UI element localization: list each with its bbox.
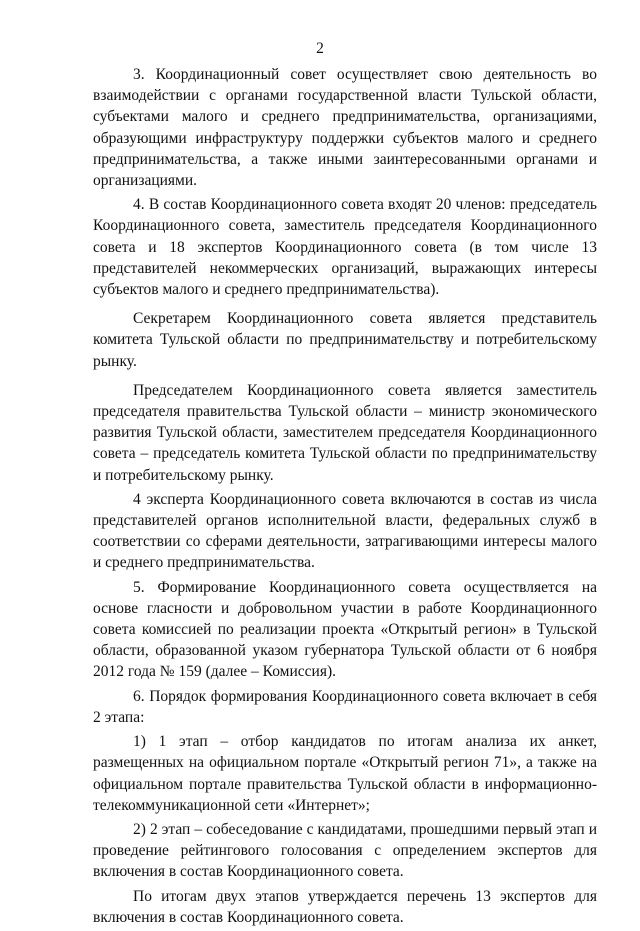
document-body [93,64,597,931]
page-number: 2 [316,40,324,57]
paragraph-secretary: Секретарем Координационного совета является представитель комитета Тульской области по предпринимательству и потребительскому рынку. [93,310,597,370]
paragraph-experts: 4 эксперта Координационного совета включаются в состав из числа представителей органов исполнительной власти, федеральных служб в соответствии со сферами деятельности, затрагивающими интересы малого и среднего предпринимательства. [93,490,597,572]
paragraph-chairman: Председателем Координационного совета является заместитель председателя правительства Тульской области – министр экономического развития Тульской области, заместителем председателя Координационного совета – председатель комитета Тульской области по предпринимательству и потребительскому рынку. [93,381,597,484]
paragraph-5: 5. Формирование Координационного совета осуществляется на основе гласности и добровольном участии в работе Координационного совета комиссией по реализации проекта «Открытый регион» в Тульской области, образованной указом губернатора Тульской области от 6 ноября 2012 года № 159 (далее – Комиссия). [93,578,597,681]
paragraph-3: 3. Координационный совет осуществляет свою деятельность во взаимодействии с органами государственной власти Тульской области, субъектами малого и среднего предпринимательства, организациями, образующими инфраструктуру поддержки субъектов малого и среднего предпринимательства, а также иными заинтересованными органами и организациями. [93,66,597,190]
list-item-stage-1: 1) 1 этап – отбор кандидатов по итогам анализа их анкет, размещенных на официальном портале «Открытый регион 71», а также на официальном портале правительства Тульской области в информационно-телекоммуникационной сети «Интернет»; [93,733,597,814]
list-item-stage-2: 2) 2 этап – собеседование с кандидатами, прошедшими первый этап и проведение рейтингового голосования с определением экспертов для включения в состав Координационного совета. [93,820,597,881]
paragraph-6: 6. Порядок формирования Координационного совета включает в себя 2 этапа: [93,687,597,726]
paragraph-result: По итогам двух этапов утверждается перечень 13 экспертов для включения в состав Координационного совета. [93,887,597,926]
paragraph-4: 4. В состав Координационного совета входят 20 членов: председатель Координационного совета, заместитель председателя Координационного совета и 18 экспертов Координационного совета (в том числе 13 представителей некоммерческих организаций, выражающих интересы субъектов малого и среднего предпринимательства). [93,196,597,299]
